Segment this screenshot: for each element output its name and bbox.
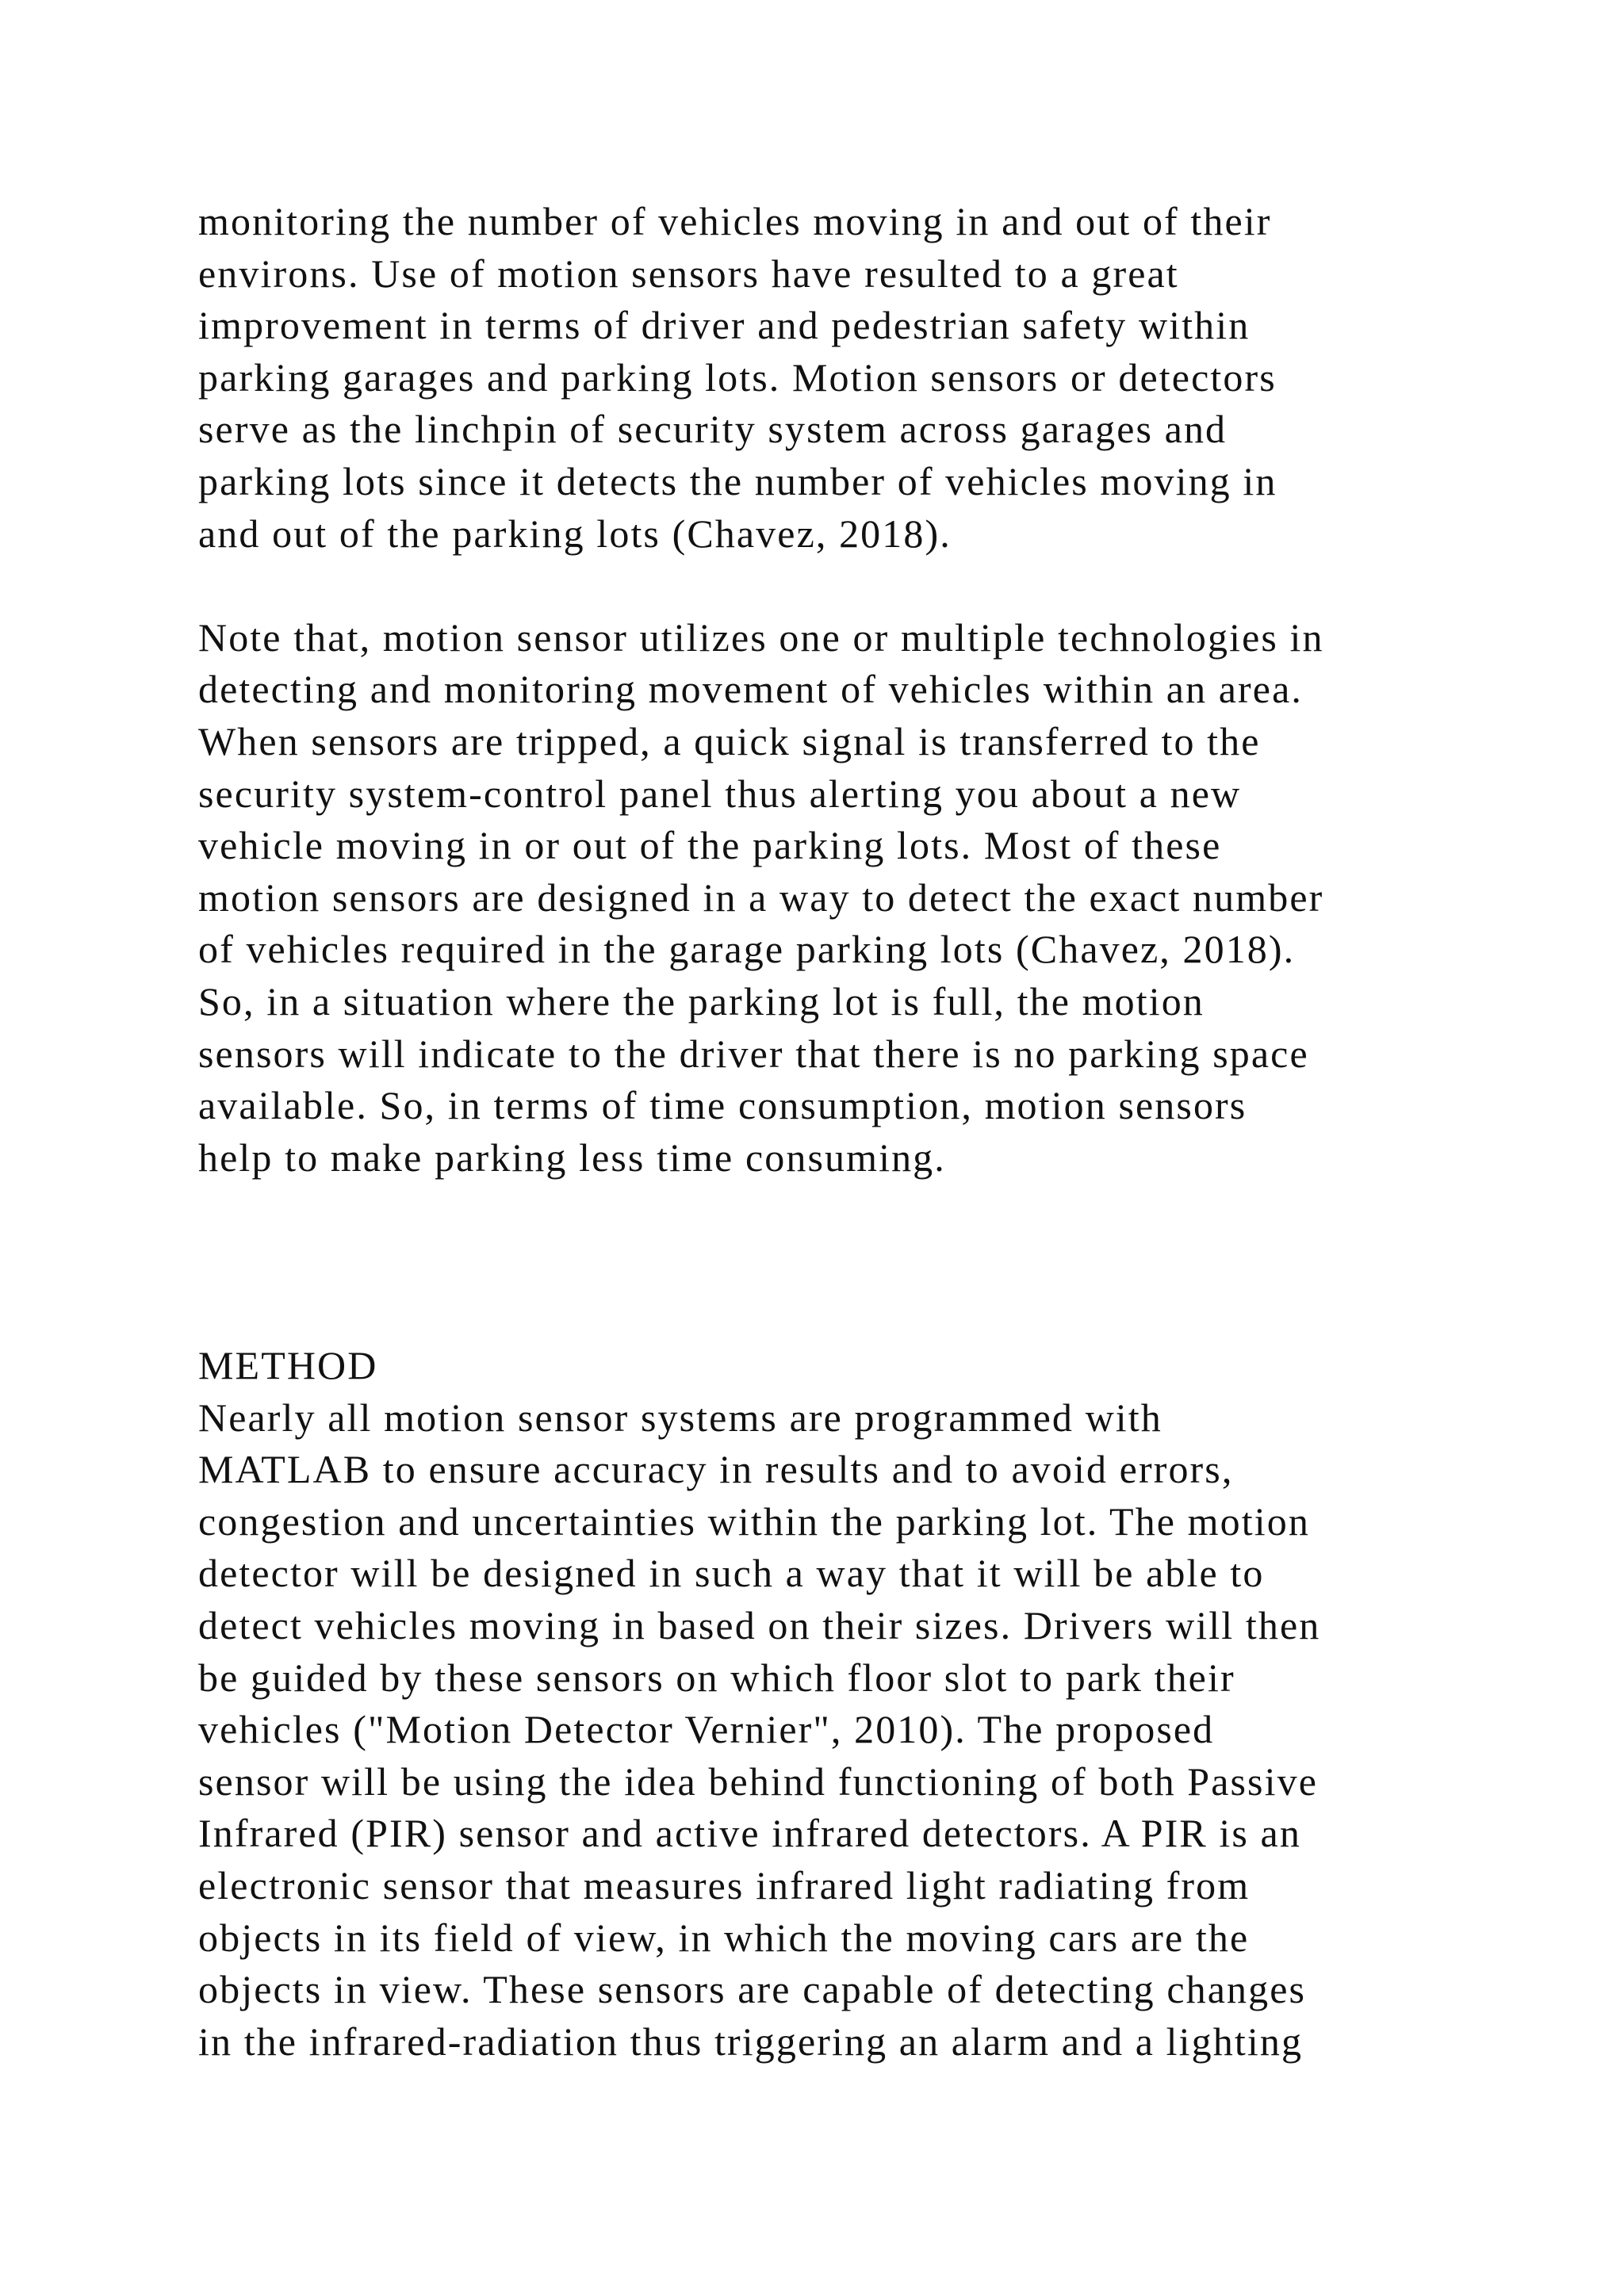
text-line: Infrared (PIR) sensor and active infrared detectors. A PIR is an bbox=[198, 1811, 1301, 1856]
text-line: MATLAB to ensure accuracy in results and to avoid errors, bbox=[198, 1447, 1234, 1492]
paragraph-3 bbox=[198, 1392, 1483, 2068]
text-line: monitoring the number of vehicles moving in and out of their bbox=[198, 199, 1272, 243]
text-line: objects in view. These sensors are capable of detecting changes bbox=[198, 1967, 1307, 2012]
text-line: and out of the parking lots (Chavez, 2018). bbox=[198, 511, 952, 556]
text-line: Nearly all motion sensor systems are programmed with bbox=[198, 1395, 1162, 1440]
text-line: vehicles ("Motion Detector Vernier", 2010). The proposed bbox=[198, 1707, 1215, 1752]
text-line: sensor will be using the idea behind functioning of both Passive bbox=[198, 1758, 1318, 1804]
text-line: electronic sensor that measures infrared light radiating from bbox=[198, 1863, 1251, 1908]
text-line: help to make parking less time consuming. bbox=[198, 1135, 946, 1180]
text-line: serve as the linchpin of security system across garages and bbox=[198, 407, 1228, 452]
text-line: detector will be designed in such a way that it will be able to bbox=[198, 1551, 1265, 1596]
text-line: sensors will indicate to the driver that there is no parking space bbox=[198, 1031, 1309, 1076]
text-line: available. So, in terms of time consumption, motion sensors bbox=[198, 1083, 1247, 1128]
paragraph-2 bbox=[198, 612, 1483, 1184]
section-heading-method: METHOD bbox=[198, 1343, 378, 1388]
paragraph-1 bbox=[198, 196, 1483, 560]
paragraph-spacer bbox=[198, 1288, 1483, 1340]
paragraph-spacer bbox=[198, 1236, 1483, 1288]
text-line: vehicle moving in or out of the parking lots. Most of these bbox=[198, 823, 1222, 868]
text-line: environs. Use of motion sensors have resulted to a great bbox=[198, 251, 1179, 296]
text-line: Note that, motion sensor utilizes one or multiple technologies in bbox=[198, 614, 1324, 660]
text-line: detecting and monitoring movement of vehicles within an area. bbox=[198, 667, 1303, 712]
text-line: congestion and uncertainties within the parking lot. The motion bbox=[198, 1498, 1310, 1544]
text-line: parking lots since it detects the number of vehicles moving in bbox=[198, 458, 1277, 503]
text-line: be guided by these sensors on which floor slot to park their bbox=[198, 1655, 1235, 1700]
text-line: security system-control panel thus alerting you about a new bbox=[198, 771, 1242, 816]
text-line: So, in a situation where the parking lot is full, the motion bbox=[198, 978, 1205, 1024]
text-line: improvement in terms of driver and pedestrian safety within bbox=[198, 303, 1251, 348]
document-body bbox=[198, 196, 1483, 2068]
paragraph-spacer bbox=[198, 1184, 1483, 1236]
text-line: in the infrared-radiation thus triggering an alarm and a lighting bbox=[198, 2019, 1304, 2064]
text-line: motion sensors are designed in a way to detect the exact number bbox=[198, 874, 1324, 920]
text-line: of vehicles required in the garage parking lots (Chavez, 2018). bbox=[198, 927, 1296, 972]
text-line: parking garages and parking lots. Motion sensors or detectors bbox=[198, 354, 1277, 400]
text-line: detect vehicles moving in based on their sizes. Drivers will then bbox=[198, 1603, 1321, 1648]
text-line: objects in its field of view, in which the moving cars are the bbox=[198, 1915, 1250, 1960]
paragraph-spacer bbox=[198, 560, 1483, 612]
text-line: When sensors are tripped, a quick signal is transferred to the bbox=[198, 718, 1261, 763]
